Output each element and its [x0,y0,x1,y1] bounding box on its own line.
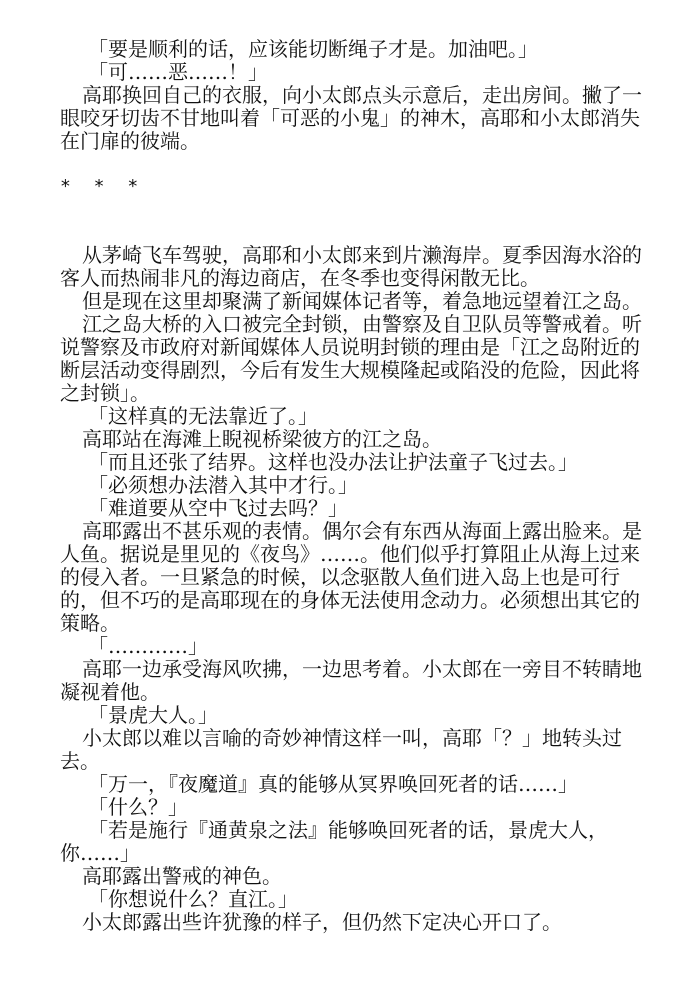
text-line: 在门扉的彼端。 [60,129,200,153]
text-line: 小太郎露出些许犹豫的样子，但仍然下定决心开口了。 [82,910,562,934]
text-line: 「而且还张了结界。这样也没办法让护法童子飞过去。」 [88,450,578,474]
text-line: 人鱼。据说是里见的《夜鸟》……。他们似乎打算阻止从海上过来 [60,542,640,566]
text-line: 「必须想办法潜入其中才行。」 [88,473,358,497]
text-line: 但是现在这里却聚满了新闻媒体记者等，着急地远望着江之岛。 [82,289,642,313]
document-page [60,37,642,934]
text-line: 断层活动变得剧烈，今后有发生大规模隆起或陷没的危险，因此将 [60,358,640,382]
text-line: 「要是顺利的话，应该能切断绳子才是。加油吧。」 [88,37,538,61]
text-line: 客人而热闹非凡的海边商店，在冬季也变得闲散无比。 [60,266,540,290]
spacer [60,153,636,175]
text-line: 「若是施行『通黄泉之法』能够唤回死者的话，景虎大人， [88,818,608,842]
text-block-1 [60,37,642,153]
text-line: 高耶换回自己的衣服，向小太郎点头示意后，走出房间。撇了一 [82,83,642,107]
text-line: 眼咬牙切齿不甘地叫着「可恶的小鬼」的神木，高耶和小太郎消失 [60,106,640,130]
text-line: 「可……恶……！」 [88,60,268,84]
text-block-2 [60,243,642,934]
text-line: 你……」 [60,841,140,865]
text-line: 「什么？」 [88,795,188,819]
text-line: 的侵入者。一旦紧急的时候，以念驱散人鱼们进入岛上也是可行 [60,565,620,589]
text-line: 「难道要从空中飞过去吗？」 [88,496,348,520]
text-line: 高耶一边承受海风吹拂，一边思考着。小太郎在一旁目不转睛地 [82,657,642,681]
section-separator: * * * [60,176,145,197]
text-line: 的，但不巧的是高耶现在的身体无法使用念动力。必须想出其它的 [60,588,640,612]
text-line: 之封锁」。 [60,381,150,405]
text-line: 策略。 [60,611,120,635]
text-line: 去。 [60,749,100,773]
text-line: 高耶站在海滩上睨视桥梁彼方的江之岛。 [82,427,442,451]
text-line: 小太郎以难以言喻的奇妙神情这样一叫，高耶「？」地转头过 [82,726,622,750]
text-line: 「这样真的无法靠近了。」 [88,404,318,428]
spacer [60,198,636,244]
text-line: 凝视着他。 [60,680,160,704]
text-line: 高耶露出不甚乐观的表情。偶尔会有东西从海面上露出脸来。是 [82,519,642,543]
text-line: 「…………」 [88,634,208,658]
text-line: 说警察及市政府对新闻媒体人员说明封锁的理由是「江之岛附近的 [60,335,640,359]
text-line: 「你想说什么？直江。」 [88,887,298,911]
text-line: 高耶露出警戒的神色。 [82,864,282,888]
text-line: 「景虎大人。」 [88,703,218,727]
text-line: 江之岛大桥的入口被完全封锁，由警察及自卫队员等警戒着。听 [82,312,642,336]
text-line: 从茅崎飞车驾驶，高耶和小太郎来到片濑海岸。夏季因海水浴的 [82,243,642,267]
text-line: 「万一，『夜魔道』真的能够从冥界唤回死者的话……」 [88,772,578,796]
